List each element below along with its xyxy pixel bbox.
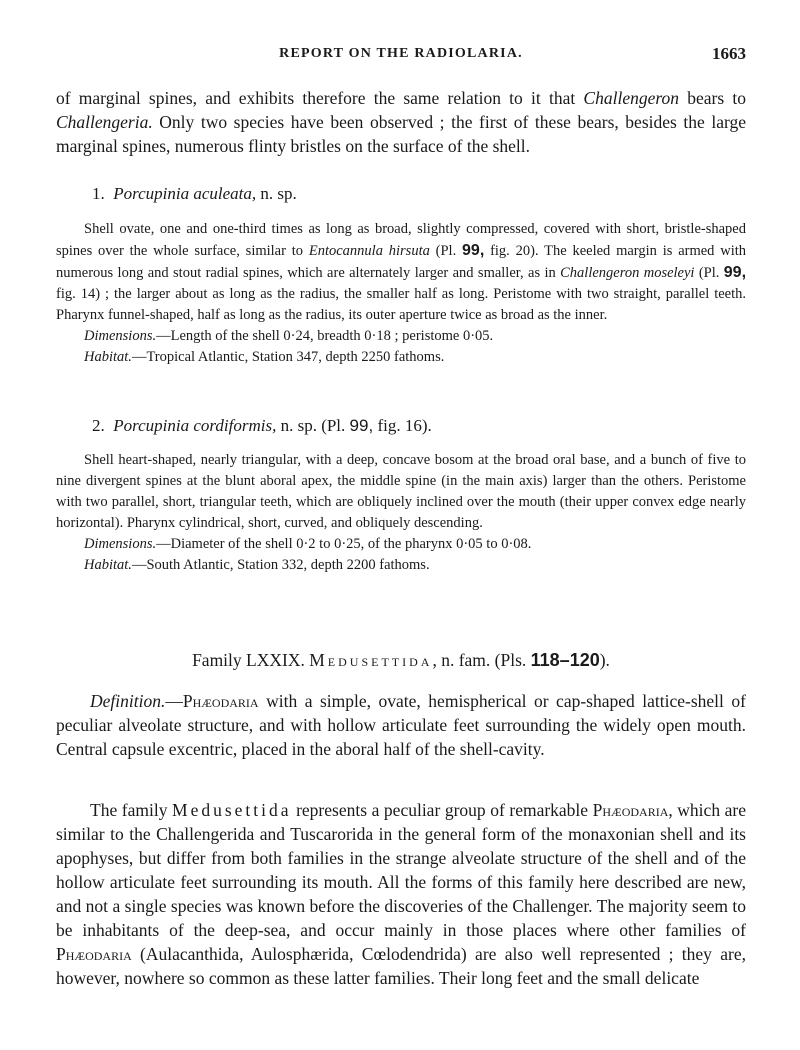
description-text: Shell ovate, one and one-third times as long as broad, slightly compressed, covered with short, bristle-shaped spines over the whole surface, similar to	[56, 221, 746, 259]
dimensions-label: Dimensions.	[84, 536, 157, 552]
dimensions-line	[56, 326, 746, 347]
family-name: Medusettida	[172, 800, 292, 820]
species-description-1	[56, 219, 746, 368]
family-close: ).	[599, 650, 610, 670]
family-name: Medusettida	[309, 650, 433, 670]
species-suffix: n. sp.	[256, 184, 297, 203]
intro-text: of marginal spines, and exhibits therefore the same relation to it that	[56, 88, 584, 108]
running-head	[56, 44, 746, 68]
habitat-label: Habitat.	[84, 557, 132, 573]
species-heading-2	[92, 416, 432, 436]
plate-number: 99,	[723, 264, 747, 281]
genus-name: Challengeron	[583, 88, 680, 108]
figure-ref: fig. 16).	[373, 416, 432, 435]
description-text: (Pl.	[429, 243, 463, 259]
species-name: Porcupinia cordiformis,	[113, 416, 277, 435]
definition-text: with a simple, ovate, hemispherical or cap-shaped lattice-shell of peculiar alveolate structure, and with hollow articulate feet surrounding the widely open mouth. Central capsule excentric, placed in the aboral half of the shell-cavity.	[56, 691, 746, 759]
family-heading	[56, 650, 746, 671]
species-heading-1	[92, 184, 297, 204]
body-text: which are similar to the Challengerida and Tuscarorida in the general form of the monaxonian shell and its apophyses, but differ from both families in the strange alveolate structure of the shell and of the hollow articulate feet surrounding its mouth. All the forms of this family here described are new, and not a single species was known before the discoveries of the Challenger. The majority seem to be inhabitants of the deep-sea, and occur mainly in those places where other families of	[56, 800, 746, 940]
intro-text: bears to	[679, 88, 746, 108]
intro-paragraph	[56, 86, 746, 158]
description-text: fig. 20). The keeled margin is armed with numerous long and stout radial spines, which are alternately larger and smaller, as in	[56, 243, 747, 281]
genus-name: Challengeria.	[56, 112, 153, 132]
running-title: REPORT ON THE RADIOLARIA.	[279, 46, 523, 61]
description-paragraph: Shell heart-shaped, nearly triangular, with a deep, concave bosom at the broad oral base, and a bunch of five to nine divergent spines at the blunt aboral apex, the middle spine (in the main axis) larger than the others. Peristome with two parallel, short, triangular teeth, which are obliquely inclined over the mouth (their upper convex edge nearly horizontal). Pharynx cylindrical, short, curved, and obliquely descending.	[56, 452, 746, 531]
species-suffix: n. sp. (Pl.	[276, 416, 350, 435]
description-text: (Pl.	[694, 265, 724, 281]
group-name: Phæodaria,	[592, 800, 673, 820]
species-reference: Entocannula hirsuta	[308, 243, 430, 259]
dimensions-text: —Length of the shell 0·24, breadth 0·18 ; peristome 0·05.	[156, 328, 494, 344]
habitat-label: Habitat.	[84, 349, 132, 365]
family-suffix: , n. fam. (Pls.	[432, 650, 531, 670]
intro-text: Only two species have been observed ; the first of these bears, besides the large marginal spines, numerous flinty bristles on the surface of the shell.	[56, 112, 746, 156]
body-text: The family	[90, 800, 173, 820]
body-paragraph	[56, 798, 746, 990]
body-text: (Aulacanthida, Aulosphærida, Cœlodendrida) are also well represented ; they are, however, nowhere so common as these latter families. Their long feet and the small delicate	[56, 944, 746, 988]
definition-label: Definition.	[90, 691, 166, 711]
dimensions-label: Dimensions.	[84, 328, 157, 344]
description-text: fig. 14) ; the larger about as long as the radius, the smaller half as long. Peristome with two straight, parallel teeth. Pharynx funnel-shaped, half as long as the radius, its outer aperture twice as broad as the inner.	[56, 286, 746, 323]
definition-text-block	[56, 689, 746, 761]
body-text: represents a peculiar group of remarkable	[291, 800, 593, 820]
body-text-block	[56, 798, 746, 990]
definition-dash: —	[165, 691, 183, 711]
plate-number: 99,	[349, 416, 374, 435]
family-prefix: Family LXXIX.	[192, 650, 310, 670]
plate-number: 99,	[462, 242, 485, 259]
habitat-text: —South Atlantic, Station 332, depth 2200 fathoms.	[131, 557, 430, 573]
habitat-line	[56, 347, 746, 368]
plate-range: 118–120	[530, 650, 600, 670]
species-number: 1.	[92, 184, 105, 203]
species-description-2	[56, 450, 746, 576]
species-name: Porcupinia aculeata,	[113, 184, 257, 203]
habitat-text: —Tropical Atlantic, Station 347, depth 2250 fathoms.	[131, 349, 445, 365]
dimensions-text: —Diameter of the shell 0·2 to 0·25, of the pharynx 0·05 to 0·08.	[156, 536, 532, 552]
page-number: 1663	[712, 44, 746, 63]
habitat-line	[56, 555, 746, 576]
definition-paragraph	[56, 689, 746, 761]
group-name: Phæodaria	[56, 944, 132, 964]
species-reference: Challengeron moseleyi	[560, 265, 695, 281]
description-paragraph	[56, 219, 746, 326]
group-name: Phæodaria	[182, 691, 259, 711]
dimensions-line	[56, 534, 746, 555]
species-number: 2.	[92, 416, 105, 435]
